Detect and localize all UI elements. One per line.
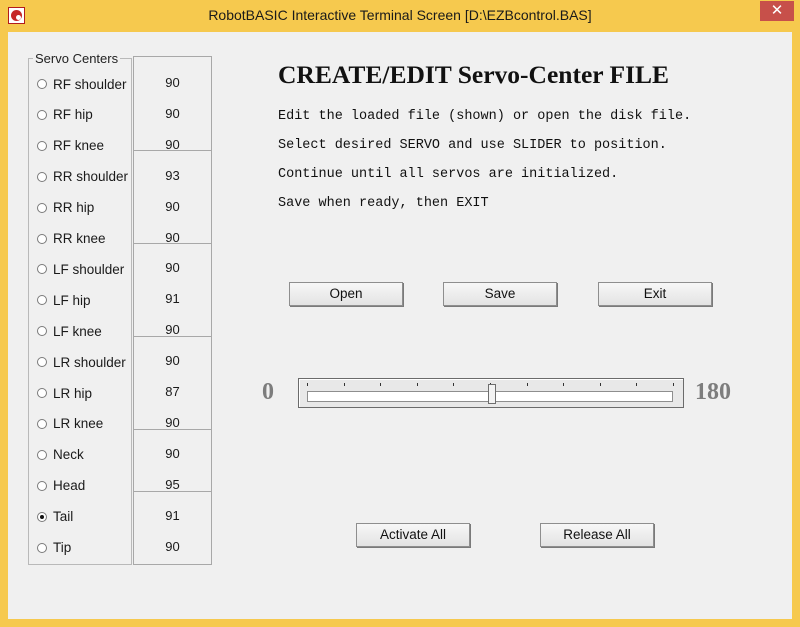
radio-icon[interactable] xyxy=(37,264,47,274)
radio-icon[interactable] xyxy=(37,295,47,305)
servo-label: RR knee xyxy=(53,231,106,246)
servo-radio-row[interactable] xyxy=(37,320,102,342)
servo-radio-row[interactable] xyxy=(37,475,85,497)
slider-min-label: 0 xyxy=(262,379,274,405)
instruction-line-1: Edit the loaded file (shown) or open the disk file. xyxy=(278,109,692,124)
servo-radio-row[interactable] xyxy=(37,135,104,157)
servo-label: RF shoulder xyxy=(53,76,127,92)
servo-label: LR shoulder xyxy=(53,354,126,370)
servo-label: LF hip xyxy=(53,292,91,308)
title-bar xyxy=(0,0,800,32)
open-button[interactable]: Open xyxy=(289,282,403,306)
slider-tick xyxy=(453,383,454,386)
radio-icon[interactable] xyxy=(37,110,47,120)
servo-radio-row[interactable] xyxy=(37,73,127,95)
radio-icon[interactable] xyxy=(37,481,47,491)
servo-radio-row[interactable] xyxy=(37,289,91,311)
servo-radio-row[interactable] xyxy=(37,351,126,373)
servo-value: 90 xyxy=(165,260,180,276)
servo-label: RF hip xyxy=(53,107,93,123)
slider-tick xyxy=(380,383,381,386)
radio-icon[interactable] xyxy=(37,79,47,89)
instruction-line-3: Continue until all servos are initialized. xyxy=(278,167,619,182)
servo-label: LF knee xyxy=(53,323,102,339)
servo-radio-row[interactable] xyxy=(37,506,73,528)
servo-value: 91 xyxy=(165,507,180,523)
servo-radio-row[interactable] xyxy=(37,444,84,466)
servo-value: 87 xyxy=(165,384,180,399)
slider-tick xyxy=(673,383,674,386)
servo-value: 90 xyxy=(165,538,180,554)
slider-tick xyxy=(563,383,564,386)
radio-icon[interactable] xyxy=(37,234,47,244)
radio-icon[interactable] xyxy=(37,172,47,182)
servo-value: 95 xyxy=(165,476,180,492)
servo-value: 90 xyxy=(165,229,180,245)
servo-value: 90 xyxy=(165,105,180,121)
activate-all-button[interactable]: Activate All xyxy=(356,523,470,547)
servo-value: 91 xyxy=(165,291,180,307)
servo-value: 90 xyxy=(165,75,180,90)
group-title: Servo Centers xyxy=(35,51,119,66)
servo-label: Tip xyxy=(53,540,72,555)
servo-value: 90 xyxy=(165,353,180,369)
servo-value: 93 xyxy=(165,167,180,183)
radio-icon[interactable] xyxy=(37,543,47,553)
servo-label: Neck xyxy=(53,447,84,463)
servo-radio-row[interactable] xyxy=(37,382,92,404)
servo-radio-row[interactable] xyxy=(37,228,106,250)
radio-icon[interactable] xyxy=(37,450,47,460)
servo-value: 90 xyxy=(165,414,180,430)
servo-label: RR hip xyxy=(53,200,95,216)
servo-label: RR shoulder xyxy=(53,169,129,185)
servo-centers-group xyxy=(28,51,132,565)
save-button[interactable]: Save xyxy=(443,282,557,306)
radio-icon[interactable] xyxy=(37,388,47,398)
instruction-line-4: Save when ready, then EXIT xyxy=(278,196,489,211)
servo-label: RF knee xyxy=(53,138,105,154)
servo-radio-row[interactable] xyxy=(37,197,94,219)
servo-label: LR knee xyxy=(53,416,104,432)
servo-radio-row[interactable] xyxy=(37,104,93,126)
slider-tick xyxy=(600,383,601,386)
servo-value: 90 xyxy=(165,198,180,214)
servo-position-slider[interactable] xyxy=(298,378,684,408)
servo-value: 90 xyxy=(165,136,180,152)
slider-thumb[interactable] xyxy=(488,384,496,404)
servo-label: LF shoulder xyxy=(53,261,125,277)
servo-value: 90 xyxy=(165,445,180,461)
window-title: RobotBASIC Interactive Terminal Screen [D:\EZBcontrol.BAS] xyxy=(208,7,592,23)
radio-icon[interactable] xyxy=(37,326,47,336)
slider-max-label: 180 xyxy=(695,379,731,405)
radio-selected-icon[interactable] xyxy=(37,512,47,522)
radio-icon[interactable] xyxy=(37,141,47,151)
servo-value-column xyxy=(133,56,212,565)
radio-icon[interactable] xyxy=(37,357,47,367)
servo-radio-row[interactable] xyxy=(37,258,124,280)
servo-radio-row[interactable] xyxy=(37,537,71,559)
radio-icon[interactable] xyxy=(37,419,47,429)
close-button[interactable]: ✕ xyxy=(760,1,794,21)
slider-tick xyxy=(417,383,418,386)
instruction-line-2: Select desired SERVO and use SLIDER to position. xyxy=(278,138,667,153)
slider-tick xyxy=(344,383,345,386)
client-area xyxy=(8,32,792,619)
slider-tick xyxy=(527,383,528,386)
slider-tick xyxy=(307,383,308,386)
release-all-button[interactable]: Release All xyxy=(540,523,654,547)
exit-button[interactable]: Exit xyxy=(598,282,712,306)
servo-label: Head xyxy=(53,478,86,494)
servo-label: Tail xyxy=(53,509,74,525)
servo-radio-row[interactable] xyxy=(37,166,128,188)
servo-label: LR hip xyxy=(53,385,93,401)
page-heading: CREATE/EDIT Servo-Center FILE xyxy=(278,60,670,89)
slider-tick xyxy=(636,383,637,386)
radio-icon[interactable] xyxy=(37,203,47,213)
servo-value: 90 xyxy=(165,322,180,338)
servo-radio-row[interactable] xyxy=(37,413,103,435)
